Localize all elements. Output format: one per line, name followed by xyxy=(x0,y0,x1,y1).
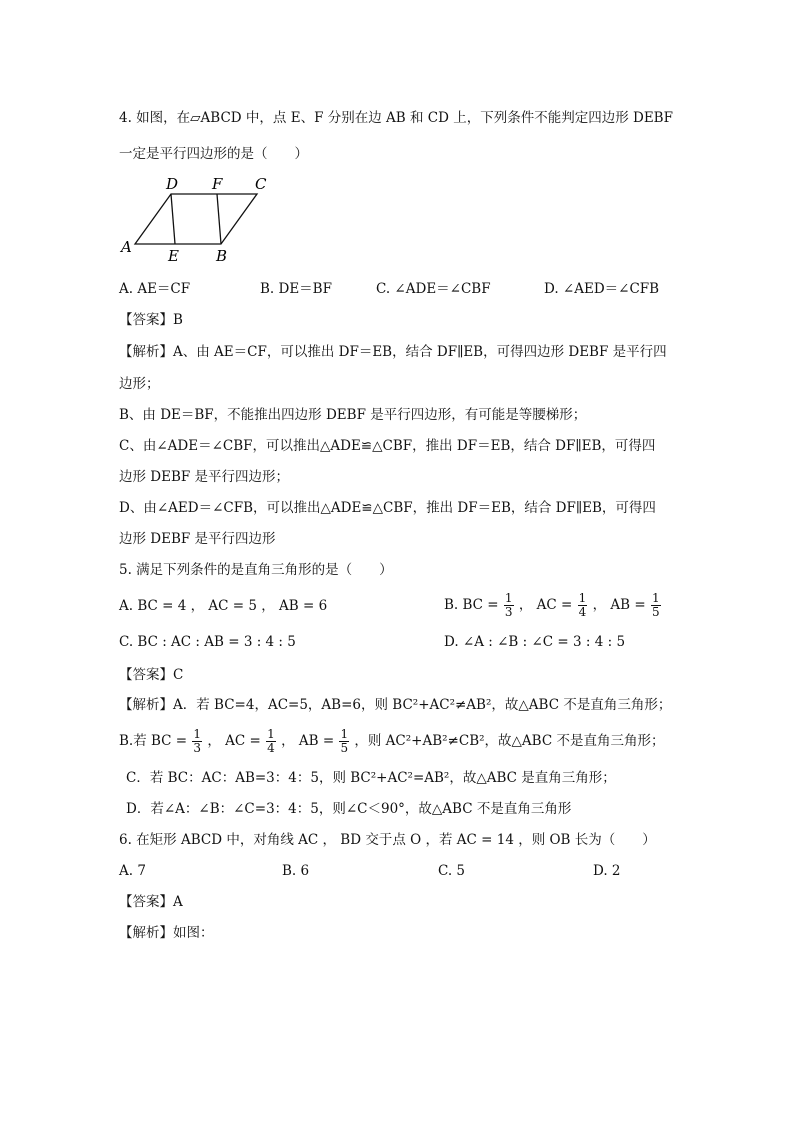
q5-analysis-line2 xyxy=(119,724,664,758)
frac-denominator: 3 xyxy=(193,741,202,755)
q5-option-b-frac-3 xyxy=(651,592,661,619)
q5-analysis-frac-2 xyxy=(266,728,276,755)
q5-stem: 5. 满足下列条件的是直角三角形的是（ ） xyxy=(119,562,393,578)
q4-analysis-line1: 【解析】A、由 AE＝CF，可以推出 DF＝EB，结合 DF∥EB，可得四边形 DEBF 是平行四 xyxy=(119,344,667,360)
q5-option-b-mid-2: ， AB = xyxy=(592,597,646,613)
label-f: F xyxy=(212,175,223,193)
q4-option-c: C. ∠ADE＝∠CBF xyxy=(376,281,491,297)
frac-denominator: 3 xyxy=(504,605,513,619)
q5-option-b-frac-1 xyxy=(504,592,514,619)
q5-analysis-b-suffix: ，则 AC²+AB²≠CB²，故△ABC 不是直角三角形； xyxy=(354,733,665,749)
label-a: A xyxy=(121,238,132,256)
q6-option-b: B. 6 xyxy=(282,863,310,879)
q4-analysis-line5: 边形 DEBF 是平行四边形； xyxy=(119,469,290,485)
q5-option-b xyxy=(444,588,662,622)
q4-stem-line2: 一定是平行四边形的是（ ） xyxy=(119,146,308,162)
label-b: B xyxy=(216,247,228,264)
q4-analysis-line2: 边形； xyxy=(119,376,160,392)
q6-stem: 6. 在矩形 ABCD 中，对角线 AC ， BD 交于点 O ，若 AC = 14 ，则 OB 长为（ ） xyxy=(119,832,656,848)
q5-option-b-mid-1: ， AC = xyxy=(518,597,573,613)
frac-numerator: 1 xyxy=(504,591,513,605)
label-e: E xyxy=(168,247,179,264)
label-c: C xyxy=(255,175,267,193)
q5-option-b-prefix: B. BC = xyxy=(444,597,499,613)
q4-option-b: B. DE＝BF xyxy=(260,281,332,297)
q4-analysis-line6: D、由∠AED＝∠CFB，可以推出△ADE≌△CBF，推出 DF＝EB，结合 DF∥EB，可得四 xyxy=(119,500,656,516)
q5-option-c: C. BC : AC : AB = 3 : 4 : 5 xyxy=(119,634,296,650)
q5-analysis-b-mid-1: ， AC = xyxy=(207,733,261,749)
q5-analysis-frac-3 xyxy=(339,728,349,755)
q5-option-d: D. ∠A : ∠B : ∠C = 3 : 4 : 5 xyxy=(444,634,626,650)
frac-denominator: 5 xyxy=(651,605,660,619)
q5-analysis-b-mid-2: ， AB = xyxy=(281,733,335,749)
q4-analysis-line3: B、由 DE＝BF，不能推出四边形 DEBF 是平行四边形，有可能是等腰梯形； xyxy=(119,407,587,423)
q4-option-d: D. ∠AED＝∠CFB xyxy=(544,281,660,297)
q5-analysis-line3: C．若 BC：AC：AB=3：4：5，则 BC²+AC²=AB²，故△ABC 是直角三角形； xyxy=(126,770,616,786)
q4-stem-line1: 4. 如图，在▱ABCD 中，点 E、F 分别在边 AB 和 CD 上，下列条件不能判定四边形 DEBF xyxy=(119,110,673,126)
segment-fb xyxy=(217,194,221,244)
q5-analysis-line1: 【解析】A．若 BC=4，AC=5，AB=6，则 BC²+AC²≠AB²，故△ABC 不是直角三角形； xyxy=(119,697,672,713)
q6-analysis: 【解析】如图： xyxy=(119,925,214,941)
segment-de xyxy=(171,194,175,244)
q6-option-c: C. 5 xyxy=(438,863,466,879)
q5-analysis-frac-1 xyxy=(192,728,202,755)
q4-answer: 【答案】B xyxy=(119,312,183,328)
frac-numerator: 1 xyxy=(193,727,202,741)
frac-denominator: 4 xyxy=(267,741,275,755)
parallelogram-figure xyxy=(115,172,285,264)
frac-numerator: 1 xyxy=(267,727,275,741)
frac-denominator: 4 xyxy=(578,605,587,619)
q4-analysis-line7: 边形 DEBF 是平行四边形 xyxy=(119,531,276,547)
q6-option-d: D. 2 xyxy=(593,863,621,879)
q5-option-b-frac-2 xyxy=(578,592,588,619)
q6-answer: 【答案】A xyxy=(119,894,183,910)
frac-numerator: 1 xyxy=(651,591,660,605)
label-d: D xyxy=(166,175,179,193)
q4-option-a: A. AE＝CF xyxy=(119,281,191,297)
q5-analysis-line4: D．若∠A：∠B：∠C=3：4：5，则∠C＜90°，故△ABC 不是直角三角形 xyxy=(126,801,572,817)
q5-analysis-b-prefix: B.若 BC = xyxy=(119,733,188,749)
q5-option-a: A. BC = 4 ， AC = 5 ， AB = 6 xyxy=(119,598,328,614)
frac-numerator: 1 xyxy=(578,591,587,605)
q4-analysis-line4: C、由∠ADE＝∠CBF，可以推出△ADE≌△CBF，推出 DF＝EB，结合 DF∥EB，可得四 xyxy=(119,438,656,454)
frac-numerator: 1 xyxy=(340,727,349,741)
frac-denominator: 5 xyxy=(340,741,349,755)
q5-answer: 【答案】C xyxy=(119,667,184,683)
parallelogram-abcd xyxy=(135,194,257,244)
q6-option-a: A. 7 xyxy=(119,863,146,879)
